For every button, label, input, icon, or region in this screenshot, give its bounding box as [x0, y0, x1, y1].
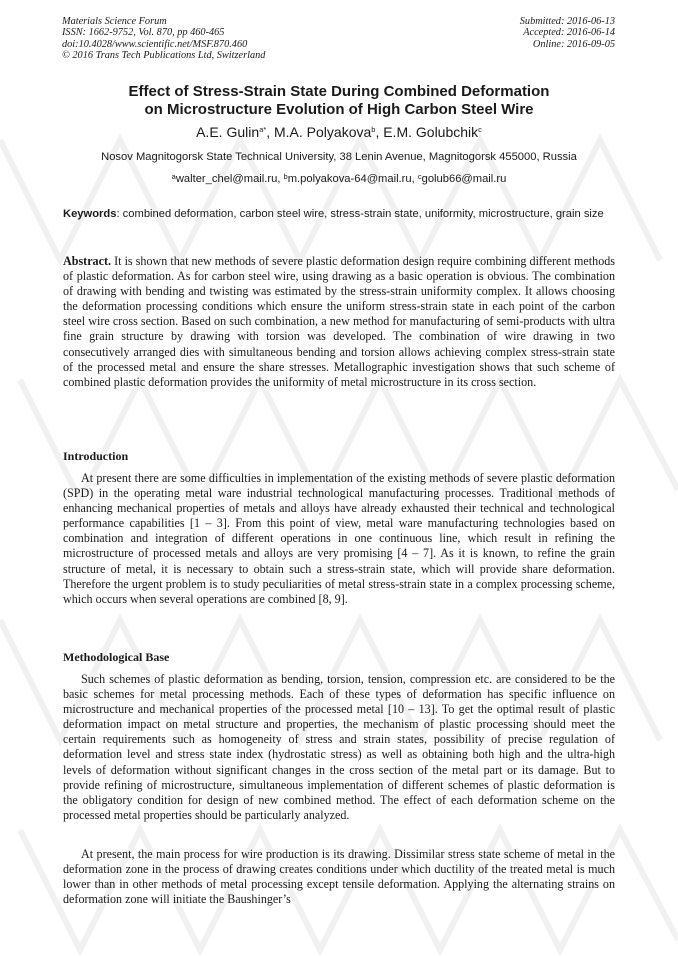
- email-separator: ,: [411, 173, 418, 185]
- author-affiliation-mark: b: [371, 125, 376, 134]
- keywords-text: : combined deformation, carbon steel wire, stress-strain state, uniformity, microstructure, grain size: [116, 208, 604, 220]
- methodological-base-heading: Methodological Base: [63, 650, 170, 664]
- email-address: golub66@mail.ru: [421, 173, 507, 185]
- abstract-label: Abstract.: [63, 254, 112, 268]
- email-address: walter_chel@mail.ru: [175, 173, 278, 185]
- journal-doi: doi:10.4028/www.scientific.net/MSF.870.460: [62, 38, 248, 50]
- methodological-paragraph-2: At present, the main process for wire production is its drawing. Dissimilar stress state scheme of metal in the deformation zone in the process of drawing creates conditions under which ductility of the treated metal is much lower than in other methods of metal processing except tensile deformation. Applying the alternating strains on deformation zone will initiate the Baushinger’s: [63, 847, 615, 907]
- introduction-heading: Introduction: [63, 449, 129, 463]
- submission-dates: [520, 16, 615, 50]
- journal-copyright: © 2016 Trans Tech Publications Ltd, Switzerland: [62, 49, 266, 61]
- author-name: E.M. Golubchik: [383, 124, 479, 140]
- author-affiliation-mark: c: [478, 125, 482, 134]
- email-mark: b: [283, 172, 288, 181]
- title-line-2: on Microstructure Evolution of High Carbon Steel Wire: [144, 101, 534, 118]
- author-list: [60, 123, 618, 141]
- author-emails: [60, 172, 618, 186]
- author-affiliation-mark: a*: [259, 125, 267, 134]
- author-separator: ,: [266, 124, 274, 140]
- journal-name: Materials Science Forum: [62, 16, 167, 27]
- submitted-date: Submitted: 2016-06-13: [519, 16, 615, 27]
- keywords-block: [63, 207, 615, 222]
- methodological-paragraph-1: Such schemes of plastic deformation as bending, torsion, tension, compression etc. are considered to be the basic schemes for metal processing methods. Each of these types of deformation has specific influence on microstructure and mechanical properties of the processed metal [10 – 13]. To get the optimal result of plastic deformation impact on metal structure and properties, the mechanism of plastic processing should meet the certain requirements such as homogeneity of stress and strain states, possibility of precise regulation of deformation level and stress state index (hydrostatic stress) as well as obtaining both high and the ultra-high levels of deformation without significant changes in the cross section of the metal part or its damage. But to provide refining of microstructure, simultaneous implementation of different schemes of plastic deformation is the obligatory condition for design of new combined method. The effect of each deformation scheme on the processed metal properties should be particularly analyzed.: [63, 672, 615, 822]
- abstract-text: It is shown that new methods of severe plastic deformation design require combining different methods of plastic deformation. As for carbon steel wire, using drawing as a basic operation is obvious. The combination of drawing with bending and twisting was estimated by the stress-strain uniformity complex. It allows choosing the deformation processing conditions which ensure the uniform stress-strain state in each point of the carbon steel wire cross section. Based on such combination, a new method for manufacturing of semi-products with ultra fine grain structure by drawing with torsion was developed. The combination of wire drawing in two consecutively arranged dies with simultaneous bending and torsion allows achieving complex stress-strain state of the processed metal and ensure the share stresses. Metallographic investigation shows that such scheme of combined plastic deformation provides the uniformity of metal microstructure in its cross section.: [63, 254, 615, 389]
- author-name: M.A. Polyakova: [274, 124, 372, 140]
- keywords-label: Keywords: [63, 208, 117, 220]
- email-separator: ,: [277, 173, 284, 185]
- title-line-1: Effect of Stress-Strain State During Combined Deformation: [128, 83, 550, 100]
- affiliation: Nosov Magnitogorsk State Technical University, 38 Lenin Avenue, Magnitogorsk 455000, Russia: [101, 151, 577, 163]
- journal-info: [62, 16, 265, 61]
- journal-issn: ISSN: 1662-9752, Vol. 870, pp 460-465: [62, 27, 225, 39]
- email-address: m.polyakova-64@mail.ru: [287, 173, 412, 185]
- author-separator: ,: [375, 124, 384, 140]
- abstract-block: [63, 254, 615, 390]
- accepted-date: Accepted: 2016-06-14: [523, 27, 615, 39]
- email-mark: c: [417, 172, 422, 181]
- email-mark: a: [171, 172, 176, 181]
- paper-title: [60, 83, 618, 119]
- author-name: A.E. Gulin: [196, 124, 260, 140]
- online-date: Online: 2016-09-05: [532, 38, 615, 50]
- introduction-paragraph: At present there are some difficulties in implementation of the existing methods of severe plastic deformation (SPD) in the operating metal ware industrial technological manufacturing processes. Traditional methods of enhancing mechanical properties of metals and alloys have already exhausted their technical and technological performance capabilities [1 – 3]. From this point of view, metal ware manufacturing technologies based on combination and integration of different operations in one continuous line, which result in refining the microstructure of processed metals and alloys are very promising [4 – 7]. As it is known, to refine the grain structure of metal, it is necessary to obtain such a stress-strain state, which will provide share deformation. Therefore the urgent problem is to study peculiarities of metal stress-strain state in a complex processing scheme, which occurs when several operations are combined [8, 9].: [63, 471, 615, 606]
